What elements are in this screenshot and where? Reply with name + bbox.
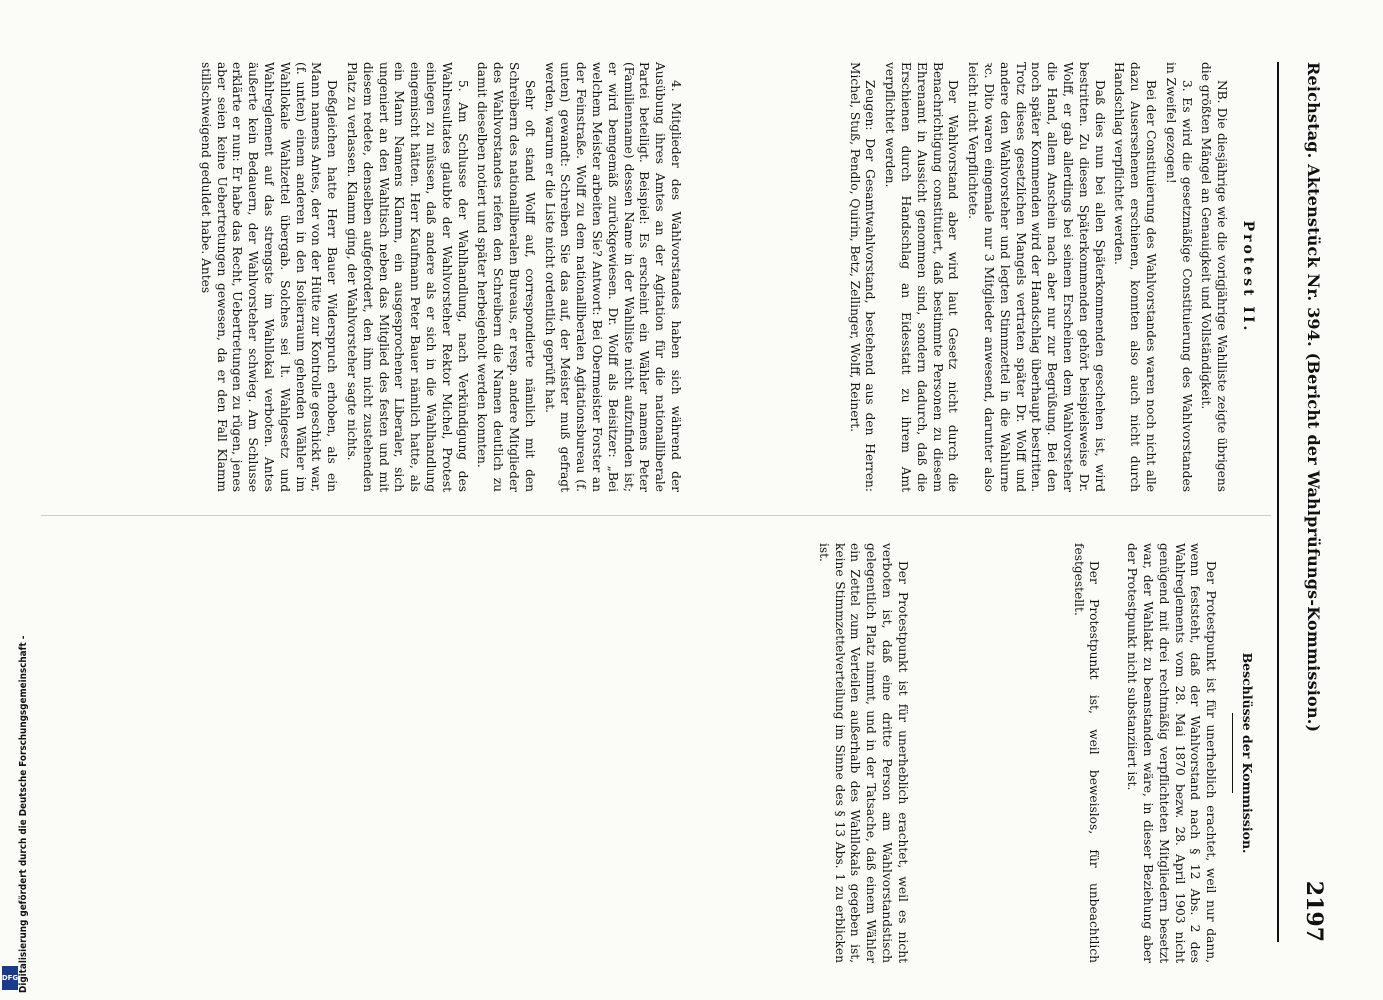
point-3-law: Der Wahlvorstand aber wird laut Gesetz nicht durch die Benachrichtigung constituiert, daß bestimmte Personen zu diesem Ehrenamt in Aussicht genommen sind, sondern dadurch, daß die Erschienen durch Handschlag an Eidesstatt zu ihrem Amt verpflichtet werden. [883, 62, 961, 492]
protest-title: Protest II. [1240, 220, 1256, 334]
decision-3: Der Protestpunkt ist für unerheblich erachtet, weil es nicht verboten ist, daß eine dritte Person am Wahlvorstandstisch gelegentlich Platz nimmt, und in der Tatsache, daß einem Wähler ein Zettel zum Verteilen außerhalb des Wahllokals gegeben ist, keine Stimmzettelverteilung im Sinne des § 13 Abs. 1 zu erblicken ist. [816, 543, 910, 963]
digitization-credit [4, 603, 29, 993]
commission-column [801, 543, 1259, 963]
page-number: 2197 [1301, 880, 1327, 942]
dfg-logo-icon: DFG [2, 966, 18, 990]
note-paragraph: NB. Die diesjährige wie die vorigjährige Wahlliste zeigte übrigens die größten Mängel an Genauigkeit und Vollständigkeit. [1199, 62, 1230, 492]
protest-column-bottom [193, 62, 683, 492]
commission-title-rule [1232, 713, 1233, 793]
decision-1: Der Protestpunkt ist für unerheblich erachtet, weil nur dann, wenn feststeht, daß der Wahlvorstand nach § 12 Abs. 2 des Wahlreglements vom 28. Mai 1870 bezw. 28. April 1903 nicht genügend mit drei rechtmäßig verpflichteten Mitgliedern besetzt war, der Wahlakt zu beanstanden wäre, in dieser Beziehung aber der Protestpunkt nicht substanziiert ist. [1125, 543, 1219, 963]
header-rule [1277, 62, 1279, 942]
point-3-heading: 3. Es wird die gesetzmäßige Constituierung des Wahlvorstandes in Zweifel gezogen! [1163, 62, 1194, 492]
point-3-body: Bei der Constituierung des Wahlvorstandes waren noch nicht alle dazu Ausersehenen erschienen, konnten also auch nicht durch Handschlag verpflichtet werden. [1112, 62, 1159, 492]
protest-column-top [842, 62, 1259, 492]
point-3-detail: Daß dies nun bei allen Späterkommenden geschehen ist, wird bestritten. Zu diesen Späterkommenden gehört beispielsweise Dr. Wolff, er gab allerdings bei seinem Erscheinen dem Wahlvorsteher die Hand, allem Anschein nach aber nur zur Begrüßung. Bei den noch später Kommenden wird der Handschlag überhaupt bestritten. Trotz dieses gesetzlichen Mangels vertraten später Dr. Wolff und andere den Wahlvorsteher und legten Stimmzettel in die Wahlurne ꝛc. Dito waren eingemale nur 3 Mitglieder anwesend, darunter also leicht nicht Verpflichtete. [966, 62, 1107, 492]
point-3-witnesses: Zeugen: Der Gesamtwahlvorstand, bestehend aus den Herren: Michel, Stuß, Pendlo, Quirin, Betz, Zellinger, Wolff, Reinert. [847, 62, 878, 492]
point-4-detail: Sehr oft stand Wolff auf, correspondierte nämlich mit den Schreibern des nationalliberalen Bureaus, er resp. andere Mitglieder des Wahlvorstandes riefen den Schreibern die Namen deutlich zu damit dieselben notiert und später herbeigeholt werden konnten. [475, 62, 537, 492]
commission-title: Beschlüsse der Kommission. [1240, 652, 1255, 854]
running-header [1275, 62, 1335, 942]
point-5-detail: Deßgleichen hatte Herr Bauer Widerspruch erhoben, als ein Mann namens Antes, der von der Hütte zur Kontrolle geschickt war, (f. unten) einem anderen in den Isolierraum gehenden Wähler im Wahllokale Wahlzettel übergab. Solches sei lt. Wahlgesetz und Wahlreglement auf das strengste im Wahllokal verboten. Antes äußerte kein Bedauern, der Wahlvorsteher schwieg. Am Schlusse erklärte er nun: Er habe das Recht, Uebertretungen zu rügen, jenes aber seien keine Uebertretungen gewesen, da er den Fall Klamm stillschweigend geduldet habe. Antes [198, 62, 340, 492]
credit-text: Digitalisierung gefördert durch die Deutsche Forschungsgemeinschaft - [18, 635, 29, 993]
column-separator [41, 515, 1271, 516]
decision-2: Der Protestpunkt ist, weil beweislos, für unbeachtlich festgestellt. [1071, 543, 1102, 963]
header-title: Reichstag. Aktenstück Nr. 394. (Bericht der Wahlprüfungs-Kommission.) [1304, 62, 1323, 733]
point-4: 4. Mitglieder des Wahlvorstandes haben sich während der Ausübung ihres Amtes an der Agitation für die nationalliberale Partei beteiligt. Beispiel: Es erscheint ein Wähler namens Peter (Familienname) dessen Name in der Wahlliste nicht aufzufinden ist; er wird bemgemäß zurückgewiesen. Dr. Wolff als Beisitzer: „Bei welchem Meister arbeiten Sie? Antwort: Bei Obermeister Forster an der Feinstraße. Wolff zu dem nationalliberalen Agitationsbureau (f. unten) gewandt: Schreiben Sie das auf, der Meister muß gefragt werden, warum er die Liste nicht ordentlich geprüft hat. [542, 62, 683, 492]
point-5: 5. Am Schlusse der Wahlhandlung, nach Verkündigung des Wahlresultates glaubte der Wahlvorsteher Rektor Michel, Protest einlegen zu müssen, daß andere als er sich in die Wahlhandlung eingemischt hätten. Herr Kaufmann Peter Bauer nämlich hatte, als ein Mann Namens Klamm, ein ausgesprochener Liberaler, sich ungeniert an den Wahltisch neben das Mitglied des festen und mit diesem redete, denselben aufgefordert, den ihm nicht zustehenden Platz zu verlassen. Klamm ging, der Wahlvorsteher sagte nichts. [345, 62, 470, 492]
